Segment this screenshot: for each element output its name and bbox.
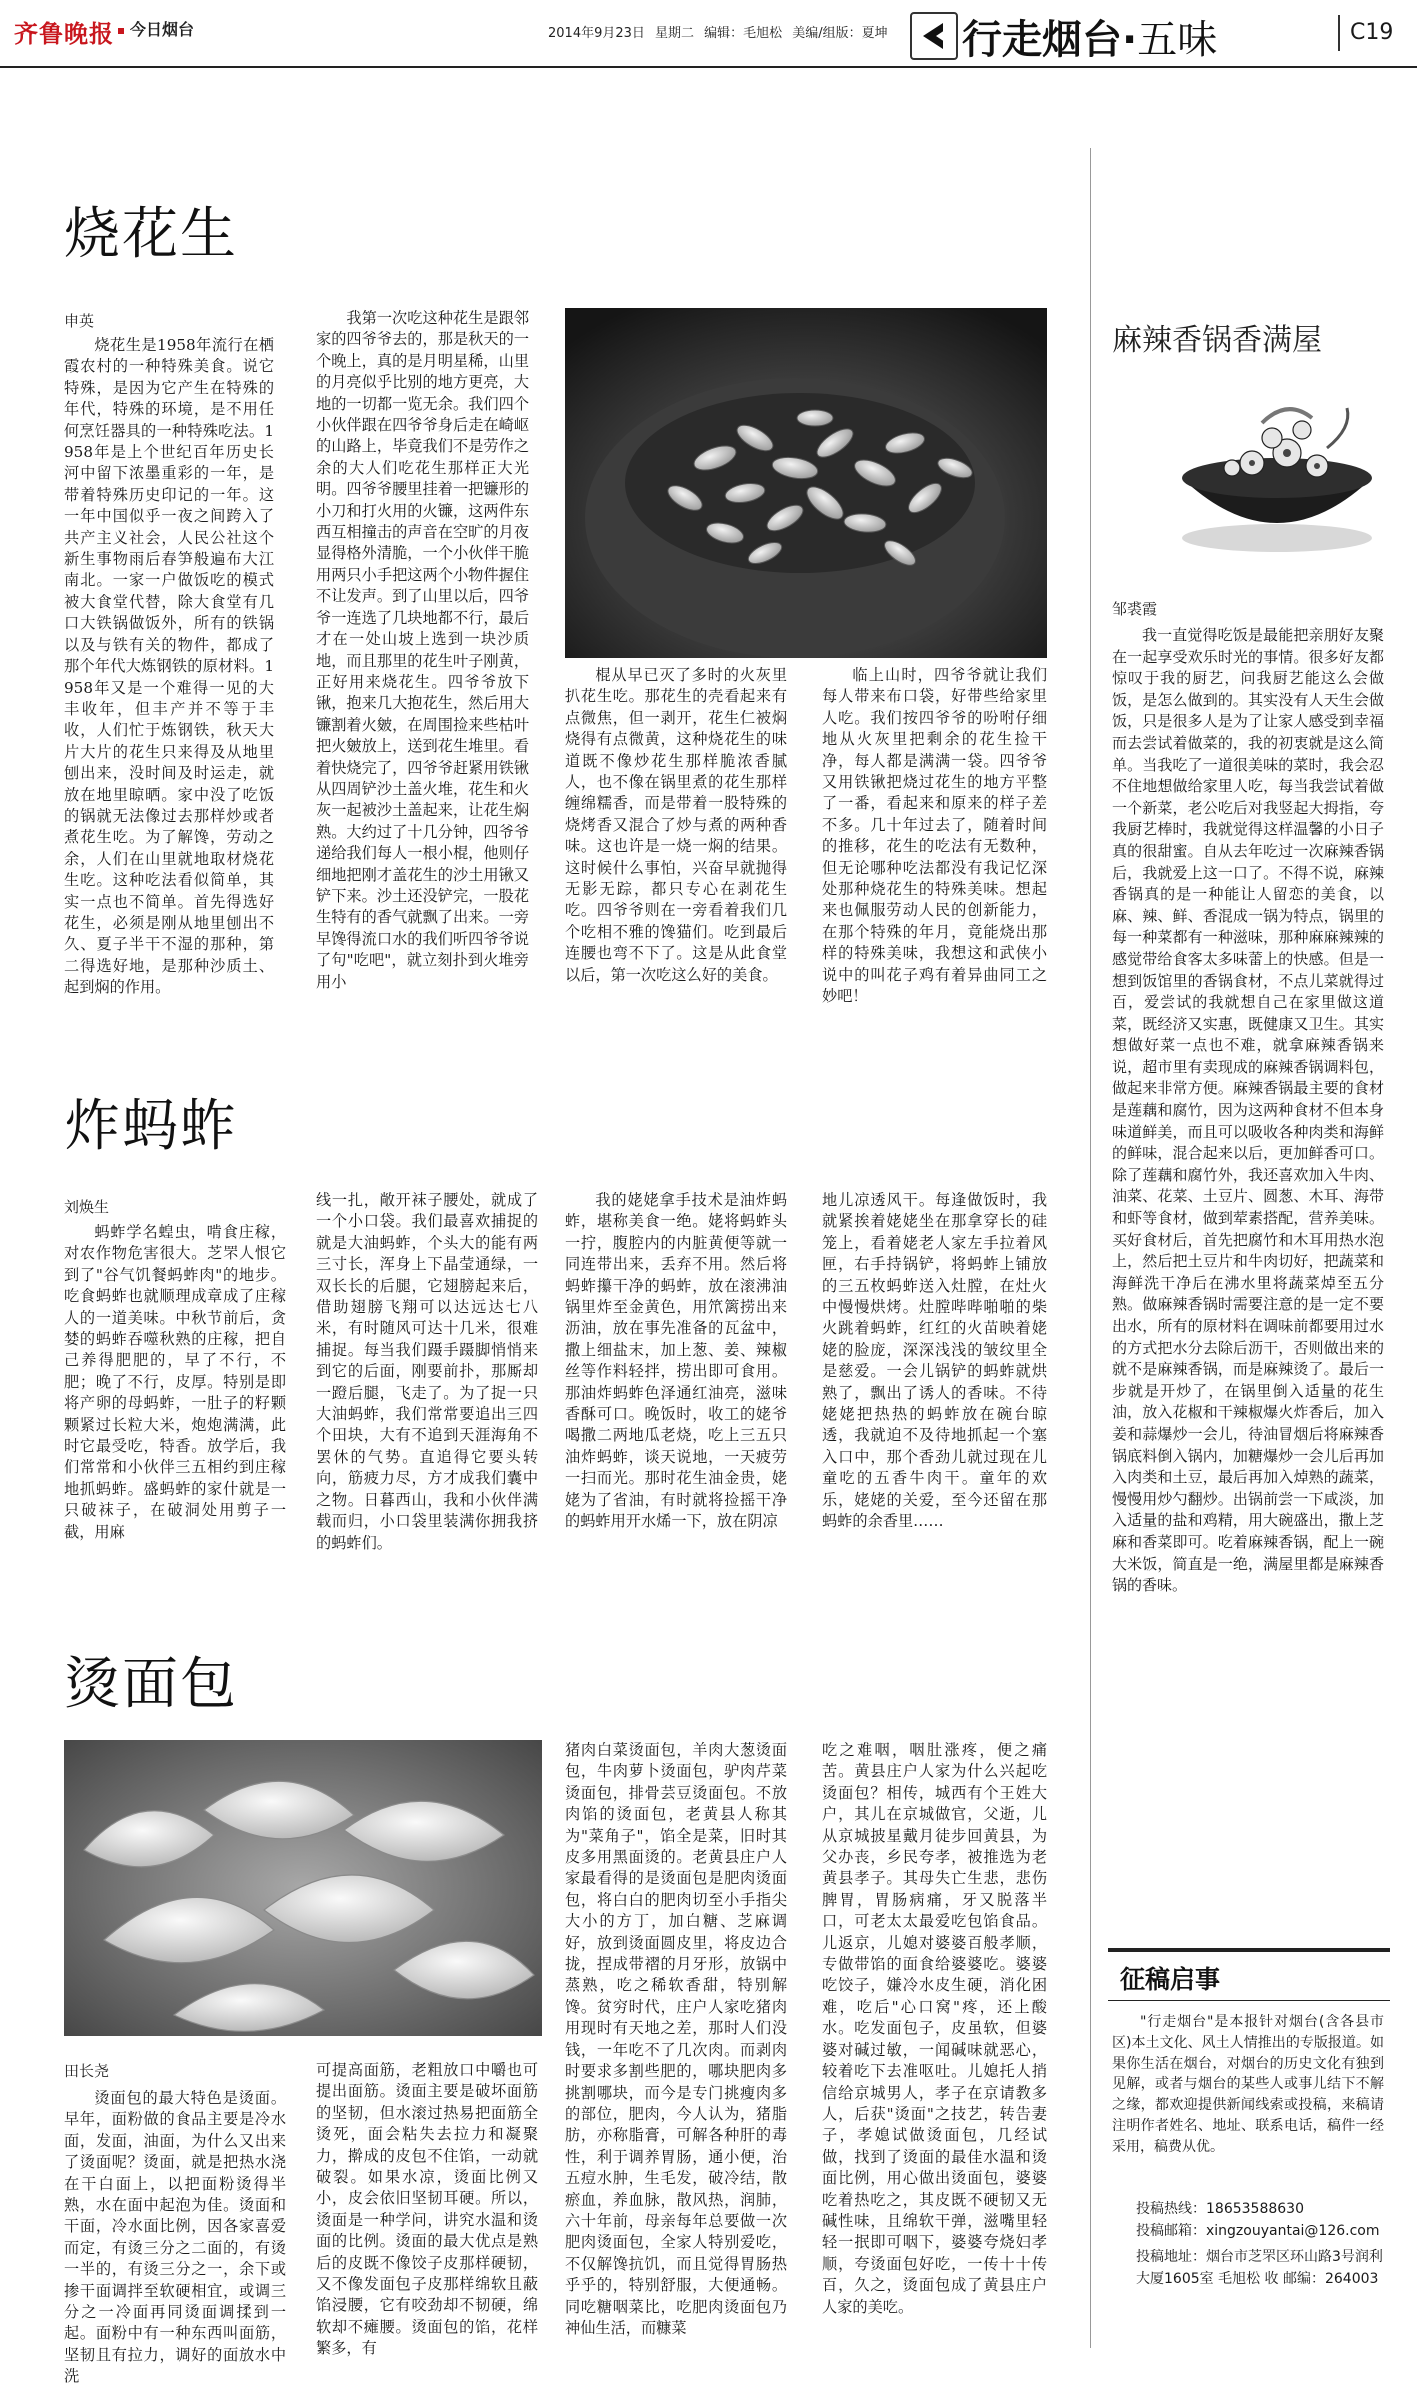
article1-col1 [64,335,274,999]
article3-col3 [565,1740,787,2339]
issue-meta: 2014年9月23日 星期二 编辑：毛旭松 美编/组版：夏坤 [548,26,888,41]
article1-title: 烧花生 [64,202,238,267]
steamed-buns-photo [64,1740,542,2036]
article3-title: 烫面包 [64,1652,238,1717]
notice-address: 投稿地址：烟台市芝罘区环山路3号润利大厦1605室 毛旭松 收 邮编：264003 [1136,2249,1383,2287]
notice-title: 征稿启事 [1120,1965,1221,1994]
hotpot-bowl-photo [1112,368,1387,568]
article1-col2-text: 我第一次吃这种花生是跟邻家的四爷爷去的，那是秋天的一个晚上，真的是月明星稀，山里的月亮似乎比别的地方更亮，大地的一切都一览无余。我们四个小伙伴跟在四爷爷身后走在崎岖的山路上，毕竟我们不是劳作之余的大人们吃花生那样正大光明。四爷爷腰里挂着一把镰形的小刀和打火用的火镰，这两件东西互相撞击的声音在空旷的月夜显得格外清脆，一个小伙伴干脆用两只小手把这两个小物件握住不让发声。到了山里以后，四爷爷一连选了几块地都不行，最后才在一处山坡上选到一块沙质地，而且那里的花生叶子刚黄，正好用来烧花生。四爷爷放下锹，抱来几大抱花生，然后用大镰割着火皴，在周围捡来些枯叶把火皴放上，送到花生堆里。看着快烧完了，四爷爷赶紧用铁锹从四周铲沙土盖火堆，花生和火灰一起被沙土盖起来，让花生焖熟。大约过了十几分钟，四爷爷递给我们每人一根小棍，他则仔细地把刚才盖花生的沙土用锹又铲下来。沙土还没铲完，一股花生特有的香气就飘了出来。一旁早馋得流口水的我们听四爷爷说了句"吃吧"，就立刻扑到火堆旁用小 [316,309,529,991]
article3-col1 [64,2088,286,2388]
newspaper-logo: 齐鲁晚报 [14,20,114,48]
article3-col4 [822,1740,1047,2318]
column-arrow-icon [910,12,958,60]
masthead [0,0,1417,62]
article1-col4-text: 临上山时，四爷爷就让我们每人带来布口袋，好带些给家里人吃。我们按四爷爷的吩咐仔细地从火灰里把剩余的花生捡干净，每人都是满满一袋。四爷爷又用铁锹把烧过花生的地方平整了一番，看起来和原来的样子差不多。几十年过去了，随着时间的推移，花生的吃法有无数种，但无论哪种吃法都没有我记忆深处那种烧花生的特殊美味。想起来也佩服劳动人民的创新能力，在那个特殊的年月，竟能烧出那样的特殊美味，我想这和武侠小说中的叫花子鸡有着异曲同工之妙吧！ [822,666,1047,1006]
notice-hotline: 投稿热线：18653588630 [1136,2201,1304,2217]
article2-author: 刘焕生 [64,1198,110,1216]
masthead-rule [0,66,1417,68]
article2-col2 [316,1190,538,1554]
article1-author: 申英 [64,312,95,330]
article2-title: 炸蚂蚱 [64,1094,238,1159]
notice-rule [1108,1948,1390,1952]
column-title-main: 行走烟台 [962,17,1122,63]
sidebar-body [1112,625,1384,1597]
article2-col4 [822,1190,1047,1533]
column-title-dot: · [1122,17,1138,63]
notice-body [1112,2012,1384,2158]
article3-col1-text: 烫面包的最大特色是烫面。早年，面粉做的食品主要是冷水面，发面，油面，为什么又出来了烫面呢？烫面，就是把热水浇在干白面上，以把面粉烫得半熟，水在面中起泡为佳。烫面和干面，冷水面比例，因各家喜爱而定，有烫三分之二面的，有烫一半的，有烫三分之一，余下或掺干面调拌至软硬相宜，或调三分之一冷面再同烫面调揉到一起。面粉中有一种东西叫面筋，坚韧且有拉力，调好的面放水中洗 [64,2089,286,2386]
article2-col1-text: 蚂蚱学名蝗虫，啃食庄稼，对农作物危害很大。芝罘人恨它到了"谷气饥餐蚂蚱肉"的地步。吃食蚂蚱也就顺理成章成了庄稼人的一道美味。中秋节前后，贪婪的蚂蚱吞噬秋熟的庄稼，把自己养得肥肥的，早了不行，不肥；晚了不行，皮厚。特别是即将产卵的母蚂蚱，一肚子的籽颗颗紧过长粒大米，炮炮满满，此时它最受吃，特香。放学后，我们常常和小伙伴三五相约到庄稼地抓蚂蚱。盛蚂蚱的家什就是一只破袜子，在破洞处用剪子一截，用麻 [64,1223,286,1541]
article3-col2 [316,2060,538,2360]
notice-contacts [1136,2198,1386,2290]
article1-col2 [316,308,529,993]
sidebar-title: 麻辣香锅香满屋 [1112,323,1322,358]
article1-col4 [822,665,1047,1008]
page-number: C19 [1338,15,1393,51]
section-name: 今日烟台 [118,17,194,40]
article3-col3-text: 猪肉白菜烫面包，羊肉大葱烫面包，牛肉萝卜烫面包，驴肉芹菜烫面包，排骨芸豆烫面包。不放肉馅的烫面包，老黄县人称其为"菜角子"，馅全是菜，旧时其皮多用黑面烫的。老黄县庄户人家最看得的是烫面包是肥肉烫面包，将白白的肥肉切至小手指尖大小的方丁，加白糖、芝麻调好，放到烫面圆皮里，将皮边合拢，捏成带褶的月牙形，放锅中蒸熟，吃之稀软香甜，特别解馋。贫穷时代，庄户人家吃猪肉用现时有天地之差，那时人们没钱，一年吃不了几次肉。而剥肉时要求多割些肥的，哪块肥肉多挑割哪块，而今是专门挑瘦肉多的部位，肥肉，今人认为，猪脂肪，亦称脂膏，可解各种肝的毒性，利于调养胃肠，通小便，治五痘水肿，生毛发，破冷结，散瘀血，养血脉，散风热，润肺，六十年前，母亲每年总要做一次肥肉烫面包，全家人特别爱吃，不仅解馋抗饥，而且觉得胃肠热乎乎的，特别舒服，大便通畅。同吃糖咽菜比，吃肥肉烫面包乃神仙生活，而糠菜 [565,1741,787,2337]
article2-col1 [64,1222,286,1543]
article3-col2-text: 可提高面筋，老粗放口中嚼也可提出面筋。烫面主要是破坏面筋的坚韧，但水滚过热易把面筋全烫死，面会粘失去拉力和凝聚力，擀成的皮包不住馅，一动就破裂。如果水凉，烫面比例又小，皮会依旧坚韧耳硬。所以，烫面是一种学问，讲究水温和烫面的比例。烫面的最大优点是熟后的皮既不像饺子皮那样硬韧，又不像发面包子皮那样绵软且蔽馅浸腰，它有咬劲却不韧硬，绵软却不瘫腰。烫面包的馅，花样繁多，有 [316,2061,538,2358]
notice-title-rule [1108,2000,1390,2001]
notice-email: 投稿邮箱：xingzouyantai@126.com [1136,2223,1380,2239]
article1-col3 [565,665,787,986]
article3-author: 田长尧 [64,2062,110,2080]
column-title-sub: 五味 [1137,17,1218,63]
article1-col3-text: 棍从早已灭了多时的火灰里扒花生吃。那花生的壳看起来有点微焦，但一剥开，花生仁被焖烧得有点微黄，这种烧花生的味道既不像炒花生那样脆浓香腻人，也不像在锅里煮的花生那样缠绵糯香，而是带着一股特殊的烧烤香又混合了炒与煮的两种香味。这也许是一烧一焖的结果。这时候什么事怕，兴奋早就抛得无影无踪，都只专心在剥花生吃。四爷爷则在一旁看着我们几个吃相不雅的馋猫们。吃到最后连腰也弯不下了。这是从此食堂以后，第一次吃这么好的美食。 [565,666,787,984]
sidebar-body-text: 我一直觉得吃饭是最能把亲朋好友聚在一起享受欢乐时光的事情。很多好友都惊叹于我的厨艺，问我厨艺能这么会做饭，是怎么做到的。其实没有人天生会做饭，只是很多人是为了让家人感受到幸福而去尝试着做菜的，我的初衷就是这么简单。当我吃了一道很美味的菜时，我会忍不住地想做给家里人吃，每当我尝试着做一个新菜，老公吃后对我竖起大拇指，夸我厨艺棒时，我就觉得这样温馨的小日子真的很甜蜜。自从去年吃过一次麻辣香锅后，我就爱上这一口了。不得不说，麻辣香锅真的是一种能让人留恋的美食，以麻、辣、鲜、香混成一锅为特点，锅里的每一种菜都有一种滋味，那种麻麻辣辣的感觉带给食客太多味蕾上的快感。但是一想到饭馆里的香锅食材，不点儿菜就得过百，爱尝试的我就想自己在家里做这道菜，既经济又实惠，既健康又卫生。其实想做好菜一点也不难，就拿麻辣香锅来说，超市里有卖现成的麻辣香锅调料包，做起来非常方便。麻辣香锅最主要的食材是莲藕和腐竹，因为这两种食材不但本身味道鲜美，而且可以吸收各种肉类和海鲜的鲜味，混合起来以后，更加鲜香可口。除了莲藕和腐竹外，我还喜欢加入牛肉、油菜、花菜、土豆片、圆葱、木耳、海带和虾等食材，做到荤素搭配，营养美味。买好食材后，首先把腐竹和木耳用热水泡上，然后把土豆片和牛肉切好，把蔬菜和海鲜洗干净后在沸水里将蔬菜焯至五分熟。做麻辣香锅时需要注意的是一定不要出水，所有的原材料在调味前都要用过水的方式把水分去除后沥干，否则做出来的就不是麻辣香锅，而是麻辣烫了。最后一步就是开炒了，在锅里倒入适量的花生油，放入花椒和干辣椒爆火炸香后，加入姜和蒜爆炒一会儿，待油冒烟后将麻辣香锅底料倒入锅内，加糖爆炒一会儿后再加入肉类和土豆，最后再加入焯熟的蔬菜，慢慢用炒勺翻炒。出锅前尝一下咸淡，加入适量的盐和鸡精，用大碗盛出，撒上芝麻和香菜即可。吃着麻辣香锅，配上一碗大米饭，简直是一绝，满屋里都是麻辣香锅的香味。 [1112,626,1384,1595]
column-divider [1090,148,1091,2348]
article2-col3-text: 我的姥姥拿手技术是油炸蚂蚱，堪称美食一绝。姥将蚂蚱头一拧，腹腔内的内脏黄便等就一同连带出来，丢弃不用。然后将蚂蚱攥干净的蚂蚱，放在滚沸油锅里炸至金黄色，用笊篱捞出来沥油，放在事先准备的瓦盆中，撒上细盐末，加上葱、姜、辣椒丝等作料轻拌，捞出即可食用。那油炸蚂蚱色泽通红油亮，滋味香酥可口。晚饭时，收工的姥爷喝撒二两地瓜老烧，吃上三五只油炸蚂蚱，谈天说地，一天疲劳一扫而光。那时花生油金贵，姥姥为了省油，有时就将捡摇干净的蚂蚱用开水烯一下，放在阴凉 [565,1191,787,1531]
column-title [962,8,1217,65]
article2-col3 [565,1190,787,1533]
article2-col2-text: 线一扎，敞开袜子腰处，就成了一个小口袋。我们最喜欢捕捉的就是大油蚂蚱，个头大的能有两三寸长，浑身上下晶莹通绿，一双长长的后腿，它翅膀起来后，借助翅膀飞翔可以达远达七八米，有时随风可达十几米，很难捕捉。每当我们蹑手蹑脚悄悄来到它的后面，刚要前扑，那厮却一蹬后腿，飞走了。为了捉一只大油蚂蚱，我们常常要追出三四个田块，大有不追到天涯海角不罢休的气势。直追得它要头转向，筋疲力尽，方才成我们囊中之物。日暮西山，我和小伙伴满载而归，小口袋里装满你拥我挤的蚂蚱们。 [316,1191,538,1552]
notice-body-text: "行走烟台"是本报针对烟台(含各县市区)本土文化、风土人情推出的专版报道。如果你生活在烟台，对烟台的历史文化有独到见解，或者与烟台的某些人或事儿结下不解之缘，都欢迎提供新闻线索或投稿，来稿请注明作者姓名、地址、联系电话，稿件一经采用，稿费从优。 [1112,2014,1384,2155]
article1-col1-text: 烧花生是1958年流行在栖霞农村的一种特殊美食。说它特殊，是因为它产生在特殊的年代，特殊的环境，是不用任何烹饪器具的一种特殊吃法。1958年是上个世纪百年历史长河中留下浓墨重彩的一年，是带着特殊历史印记的一年。这一年中国似乎一夜之间跨入了共产主义社会，人民公社这个新生事物雨后春笋般遍布大江南北。一家一户做饭吃的模式被大食堂代替，除大食堂有几口大铁锅做饭外，所有的铁锅以及与铁有关的物件，都成了那个年代大炼钢铁的原材料。1958年又是一个难得一见的大丰收年，但丰产并不等于丰收，人们忙于炼钢铁，秋天大片大片的花生只来得及从地里刨出来，没时间及时运走，就放在地里晾晒。家中没了吃饭的锅就无法像过去那样炒或者煮花生吃。为了解馋，劳动之余，人们在山里就地取材烧花生吃。这种吃法看似简单，其实一点也不简单。首先得选好花生，必须是刚从地里刨出不久、夏子半干不湿的那种，第二得选好地，是那种沙质土、起到焖的作用。 [64,336,274,997]
roasted-peanuts-photo [565,308,1047,658]
sidebar-author: 邹裘霞 [1112,600,1158,618]
article3-col4-text: 吃之难咽，咽肚涨疼，便之痛苦。黄县庄户人家为什么兴起吃烫面包？相传，城西有个王姓大户，其儿在京城做官，父逝，儿从京城披星戴月徒步回黄县，为父办丧，乡民夸孝，被推选为老黄县孝子。其母失亡生悲，悲伤脾胃，胃肠病痛，牙又脱落半口，可老太太最爱吃包馅食品。儿返京，儿媳对婆婆百般孝顺，专做带馅的面食给婆婆吃。婆婆吃饺子，嫌冷水皮生硬，消化困难，吃后"心口窝"疼，还上酸水。吃发面包子，皮虽软，但婆婆对碱过敏，一闻碱味就恶心，较着吃下去准呕吐。儿媳托人捎信给京城男人，孝子在京请教多人，后获"烫面"之技艺，转告妻子，孝媳试做烫面包，几经试做，找到了烫面的最佳水温和烫面比例，用心做出烫面包，婆婆吃着热吃之，其皮既不硬韧又无碱性味，且绵软干弹，滋嘴里轻轻一抿即可咽下，婆婆夸烧妇孝顺，夸烫面包好吃，一传十十传百，久之，烫面包成了黄县庄户人家的美吃。 [822,1741,1047,2316]
article2-col4-text: 地儿凉透风干。每逢做饭时，我就紧挨着姥姥坐在那拿穿长的硅笼上，看着姥老人家左手拉着风匣，右手持锅铲，将蚂蚱上铺放的三五枚蚂蚱送入灶膛，在灶火中慢慢烘烤。灶膛哔哔啪啪的柴火跳着蚂蚱，红红的火苗映着姥姥的脸庞，深深浅浅的皱纹里全是慈爱。一会儿锅铲的蚂蚱就烘熟了，飘出了诱人的香味。不待姥姥把热热的蚂蚱放在碗台晾透，我就迫不及待地抓起一个塞入口中，那个香劲儿就过现在儿童吃的五香牛肉干。童年的欢乐，姥姥的关爱，至今还留在那蚂蚱的余香里…… [822,1191,1047,1531]
